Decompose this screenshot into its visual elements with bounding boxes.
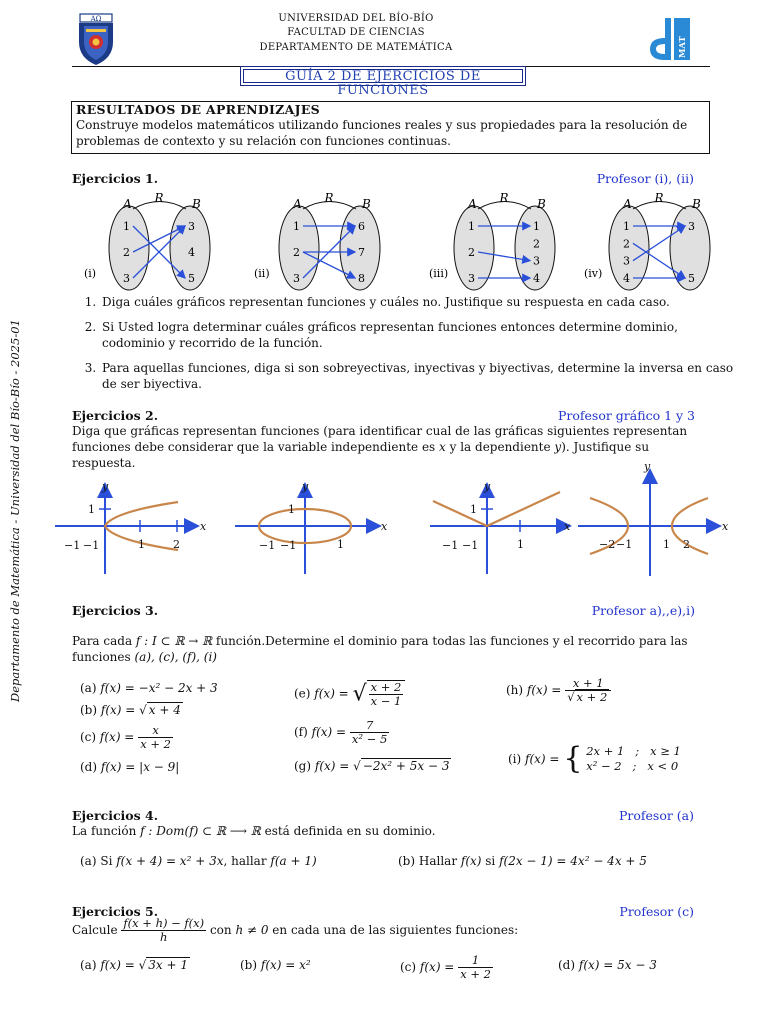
graph-1-tick-2: 2 [173,538,180,551]
ex4-a-math2: f(a + 1) [270,854,317,868]
ex4-b-text1: Hallar [418,854,461,868]
diagram-3-label-a: A [468,197,477,211]
ex3-label-h: (h) [506,683,524,697]
graph-4-tick-neg2: −2 [599,538,616,551]
graph-3-x-label: x [564,520,571,533]
exercise-2-text-part1: Diga que gráficas representan funciones (para identificar cual de las gráficas siguientes representan funciones debe considerar que la variable independiente es [72,424,688,454]
ex3-case1-i: 2x + 1 ; x ≥ 1 [586,744,681,758]
ex4-a-text1: Si [100,854,117,868]
ex3-expr-b: x + 4 [148,703,181,717]
ex3-fx-h: f(x) = [526,683,562,697]
diagram-1-b-element: 3 [188,220,195,233]
exercise-4-title: Ejercicios 4. [72,808,159,823]
ex3-item-h [506,677,611,704]
exercise-2-text-part3: ). Justifique su respuesta. [72,440,650,470]
department-name: DEPARTAMENTO DE MATEMÁTICA [259,42,453,53]
graph-3 [430,480,571,574]
exercise-5-intro-part3: en cada una de las siguientes funciones: [268,923,519,937]
ex3-label-a: (a) [80,681,97,695]
exercise-2-graphs [50,456,740,580]
graph-2-tick-neg1-x: −1 [259,539,276,552]
ex4-b-text2: si [481,854,500,868]
exercise-4-intro-math: f : Dom(f) ⊂ ℝ ⟶ ℝ [140,824,261,838]
graph-2-tick-neg1-y: −1 [280,539,297,552]
ex3-item-c [80,724,173,751]
ex3-frac-h [565,677,611,704]
exercise-5-title: Ejercicios 5. [72,904,159,919]
graph-4-tick-neg1: −1 [616,538,633,551]
diagram-3-a-element: 1 [468,220,475,233]
diagram-1-b-element: 5 [188,272,195,285]
ex5-expr-a: 3x + 1 [148,958,189,972]
exercise-3-intro-part2: función.Determine el dominio para todas las funciones y el recorrido para las funciones [72,634,688,664]
brace-icon: { [563,741,583,776]
ex3-fx-f: f(x) = [311,725,347,739]
exercise-2-title: Ejercicios 2. [72,408,159,423]
ex4-item-a [80,854,317,868]
university-crest-logo [76,12,116,66]
svg-text:MAT: MAT [678,36,688,58]
ex5-label-d: (d) [558,958,576,972]
ex3-label-g: (g) [294,759,312,773]
ex3-expr-d: |x − 9| [139,760,180,774]
ex3-fx-a: f(x) = [100,681,135,695]
diagram-4-a-element: 3 [623,254,630,268]
dmat-logo [650,18,690,62]
question-1: 1. Diga cuáles gráficos representan funciones y cuáles no. Justifique su respuesta en cada caso. [100,294,740,310]
diagram-1-roman-label: (i) [84,267,97,280]
ex3-den-h-wrap: √ x + 2 [567,690,608,704]
exercise-5-intro-part1: Calcule [72,923,122,937]
diagram-3-roman-label: (iii) [429,267,449,280]
exercise-4-intro-part1: La función [72,824,141,838]
diagram-1-a-element: 3 [123,272,130,285]
faculty-name: FACULTAD DE CIENCIAS [287,27,425,38]
ex3-fx-g: f(x) = [314,759,350,773]
ex5-item-a: (a) f(x) = √ 3x + 1 [80,958,189,972]
exercise-2-professor: Profesor gráfico 1 y 3 [557,408,695,423]
diagram-1-a-element: 1 [123,220,130,233]
graph-3-y-label: y [484,480,491,493]
ex3-label-b: (b) [80,703,98,717]
ex3-item-g: (g) f(x) = √ −2x² + 5x − 3 [294,759,450,773]
ex5-difference-quotient [121,917,206,944]
diagram-3-a-element: 3 [468,272,475,285]
diagram-3-label-b: B [537,197,546,211]
graph-3-tick-1: 1 [470,503,477,516]
side-caption: Departamento de Matemática - Universidad del Bío-Bío - 2025-01 [8,319,22,702]
diagram-1-b-element: 4 [188,246,195,259]
exercise-4-professor: Profesor (a) [618,808,694,823]
ex3-num-h: x + 1 [565,677,611,691]
diagram-3-b-element: 1 [533,220,540,233]
diagram-1-label-b: B [192,197,201,211]
graph-1-tick-1-x: 1 [138,538,145,551]
diagram-3-a-element: 2 [468,246,475,259]
graph-4-x-label: x [722,520,729,533]
ex5-num-c: 1 [458,954,493,968]
graph-1-x-label: x [200,520,207,533]
diagram-1-a-element: 2 [123,246,130,259]
exercise-1-diagrams [72,188,712,292]
ex5-fx-c: f(x) = [419,960,455,974]
graph-3-tick-neg1-x: −1 [442,539,459,552]
ex3-label-d: (d) [80,760,98,774]
graph-2-y-label: y [302,480,309,493]
diagram-4-b-element: 3 [688,220,695,233]
ex3-item-f [294,719,389,746]
diagram-2-label-a: A [293,197,302,211]
diagram-4-label-b: B [692,197,701,211]
diagram-3-b-element: 2 [533,237,540,251]
guide-title-box [240,66,526,98]
diagram-4-label-r: R [654,191,664,205]
exercise-3-intro [72,633,712,665]
graph-4-tick-1: 1 [663,538,670,551]
exercise-3-intro-math: f : I ⊂ ℝ → ℝ [135,634,213,648]
graph-4-tick-2: 2 [683,538,690,551]
ex5-item-d [558,958,657,972]
ex3-frac-c [138,724,173,751]
ex4-label-b: (b) [398,854,416,868]
ex3-den-c: x + 2 [140,737,171,751]
diagram-4-a-element: 4 [623,272,630,285]
ex3-fx-b: f(x) = [100,703,136,717]
ex3-case2-i: x² − 2 ; x < 0 [586,759,679,773]
exercise-5-professor: Profesor (c) [619,904,694,919]
exercise-1-professor: Profesor (i), (ii) [596,171,694,186]
ex4-a-text2: , hallar [223,854,271,868]
ex3-num-f: 7 [350,719,389,733]
ex3-label-c: (c) [80,730,97,744]
exercise-4-intro [72,823,712,839]
graph-1-tick-1: 1 [88,503,95,516]
ex3-fx-i: f(x) = [525,752,560,766]
graph-2-x-label: x [381,520,388,533]
ex4-item-b [398,854,647,868]
graph-1 [55,480,207,574]
diagram-1-label-a: A [123,197,132,211]
diagram-3-b-element: 3 [533,254,540,268]
university-name: UNIVERSIDAD DEL BÍO-BÍO [278,13,434,24]
exercise-1-title: Ejercicios 1. [72,171,159,186]
diagram-2-roman-label: (ii) [254,267,270,280]
ex3-num-e: x + 2 [370,680,402,694]
diagram-2-b-element: 8 [358,272,365,285]
ex3-den-f: x² − 5 [351,732,388,746]
ex3-item-e: (e) f(x) = √ $\frac{x + 2}{x - 1}$ [294,680,405,708]
exercise-2-text-part2: y la dependiente [445,440,555,454]
ex3-num-c: x [138,724,173,738]
guide-title: GUÍA 2 DE EJERCICIOS DE FUNCIONES [243,69,523,83]
ex5-label-a: (a) [80,958,97,972]
diagram-4-b-element: 5 [688,272,695,285]
ex3-item-b: (b) f(x) = √ x + 4 [80,703,181,717]
exercise-3-intro-part1: Para cada [72,634,136,648]
diagram-2-label-b: B [362,197,371,211]
graph-2 [235,480,388,574]
ex4-b-math1: f(x) [460,854,482,868]
diagram-3-b-element: 4 [533,272,540,285]
ex3-fx-e: f(x) = [314,686,349,701]
diagram-2-a-element: 1 [293,220,300,233]
exercise-5-intro-math: h ≠ 0 [235,923,269,937]
diagram-1-label-r: R [154,191,164,205]
ex3-fx-d: f(x) = [100,760,136,774]
var-y: y [554,440,562,454]
exercise-3-intro-list: (a), (c), (f), (i) [134,650,217,664]
diagram-3-label-r: R [499,191,509,205]
exercise-1-questions [72,294,740,401]
exercise-4-intro-part2: está definida en su dominio. [260,824,436,838]
ex4-label-a: (a) [80,854,97,868]
exercise-5-intro-part2: con [206,923,236,937]
diagram-2-label-r: R [324,191,334,205]
ex3-den-h: x + 2 [576,690,608,704]
learning-outcomes-box [71,101,710,154]
ex5-expr-d: f(x) = 5x − 3 [578,958,657,972]
ex4-b-math2: f(2x − 1) = 4x² − 4x + 5 [499,854,647,868]
ex5-expr-b: f(x) = x² [260,958,311,972]
learning-outcomes-title: RESULTADOS DE APRENDIZAJES [76,102,320,117]
ex3-item-d [80,760,179,774]
exercise-5-intro [72,917,712,944]
diagram-2-b-element: 7 [358,246,365,259]
ex3-den-e: x − 1 [370,694,402,708]
question-3: 3. Para aquellas funciones, diga si son sobreyectivas, inyectivas y biyectivas, determine la inversa en caso de ser biyectiva. [100,360,740,392]
ex5-label-b: (b) [240,958,258,972]
var-x: x [439,440,446,454]
diagram-4-a-element: 2 [623,237,630,251]
ex3-expr-a: −x² − 2x + 3 [138,681,218,695]
ex3-label-i: (i) [508,752,522,766]
graph-4 [578,460,729,576]
question-2: 2. Si Usted logra determinar cuáles gráficos representan funciones entonces determine dominio, codominio y recorrido de la función. [100,319,740,351]
diagram-2-b-element: 6 [358,220,365,233]
ex5-fx-a: f(x) = [100,958,135,972]
graph-1-tick-neg1-x: −1 [64,539,81,552]
ex5-frac-den: h [160,930,168,944]
graph-3-tick-neg1-y: −1 [462,539,479,552]
ex3-frac-e [367,680,406,708]
ex5-frac-c [458,954,493,981]
ex3-frac-f [350,719,389,746]
graph-2-tick-1-x: 1 [337,538,344,551]
diagram-4-label-a: A [623,197,632,211]
ex3-label-e: (e) [294,686,311,701]
ex5-item-c [400,954,493,981]
ex4-a-math1: f(x + 4) = x² + 3x [116,854,224,868]
graph-2-tick-1: 1 [288,503,295,516]
svg-text:ΑΩ: ΑΩ [90,15,102,23]
ex3-label-f: (f) [294,725,308,739]
diagram-4-a-element: 1 [623,220,630,233]
ex5-label-c: (c) [400,960,417,974]
graph-1-y-label: y [102,480,109,493]
graph-3-tick-1-x: 1 [517,538,524,551]
ex3-cases-i [586,744,681,774]
ex3-fx-c: f(x) = [99,730,135,744]
ex3-expr-g: −2x² + 5x − 3 [362,759,450,773]
diagram-2-a-element: 2 [293,246,300,259]
ex5-item-b [240,958,311,972]
graph-4-y-label: y [644,460,651,473]
diagram-4-roman-label: (iv) [584,267,603,280]
learning-outcomes-text: Construye modelos matemáticos utilizando funciones reales y sus propiedades para la resolución de problemas de contexto y su relación con funciones continuas. [76,118,688,148]
ex5-frac-num: f(x + h) − f(x) [123,916,205,930]
ex3-item-a [80,681,218,695]
ex5-den-c: x + 2 [460,967,491,981]
exercise-3-professor: Profesor a),,e),i) [591,603,695,618]
exercise-3-title: Ejercicios 3. [72,603,159,618]
graph-1-tick-neg1-y: −1 [83,539,100,552]
ex3-item-i [508,741,681,776]
diagram-2-a-element: 3 [293,272,300,285]
